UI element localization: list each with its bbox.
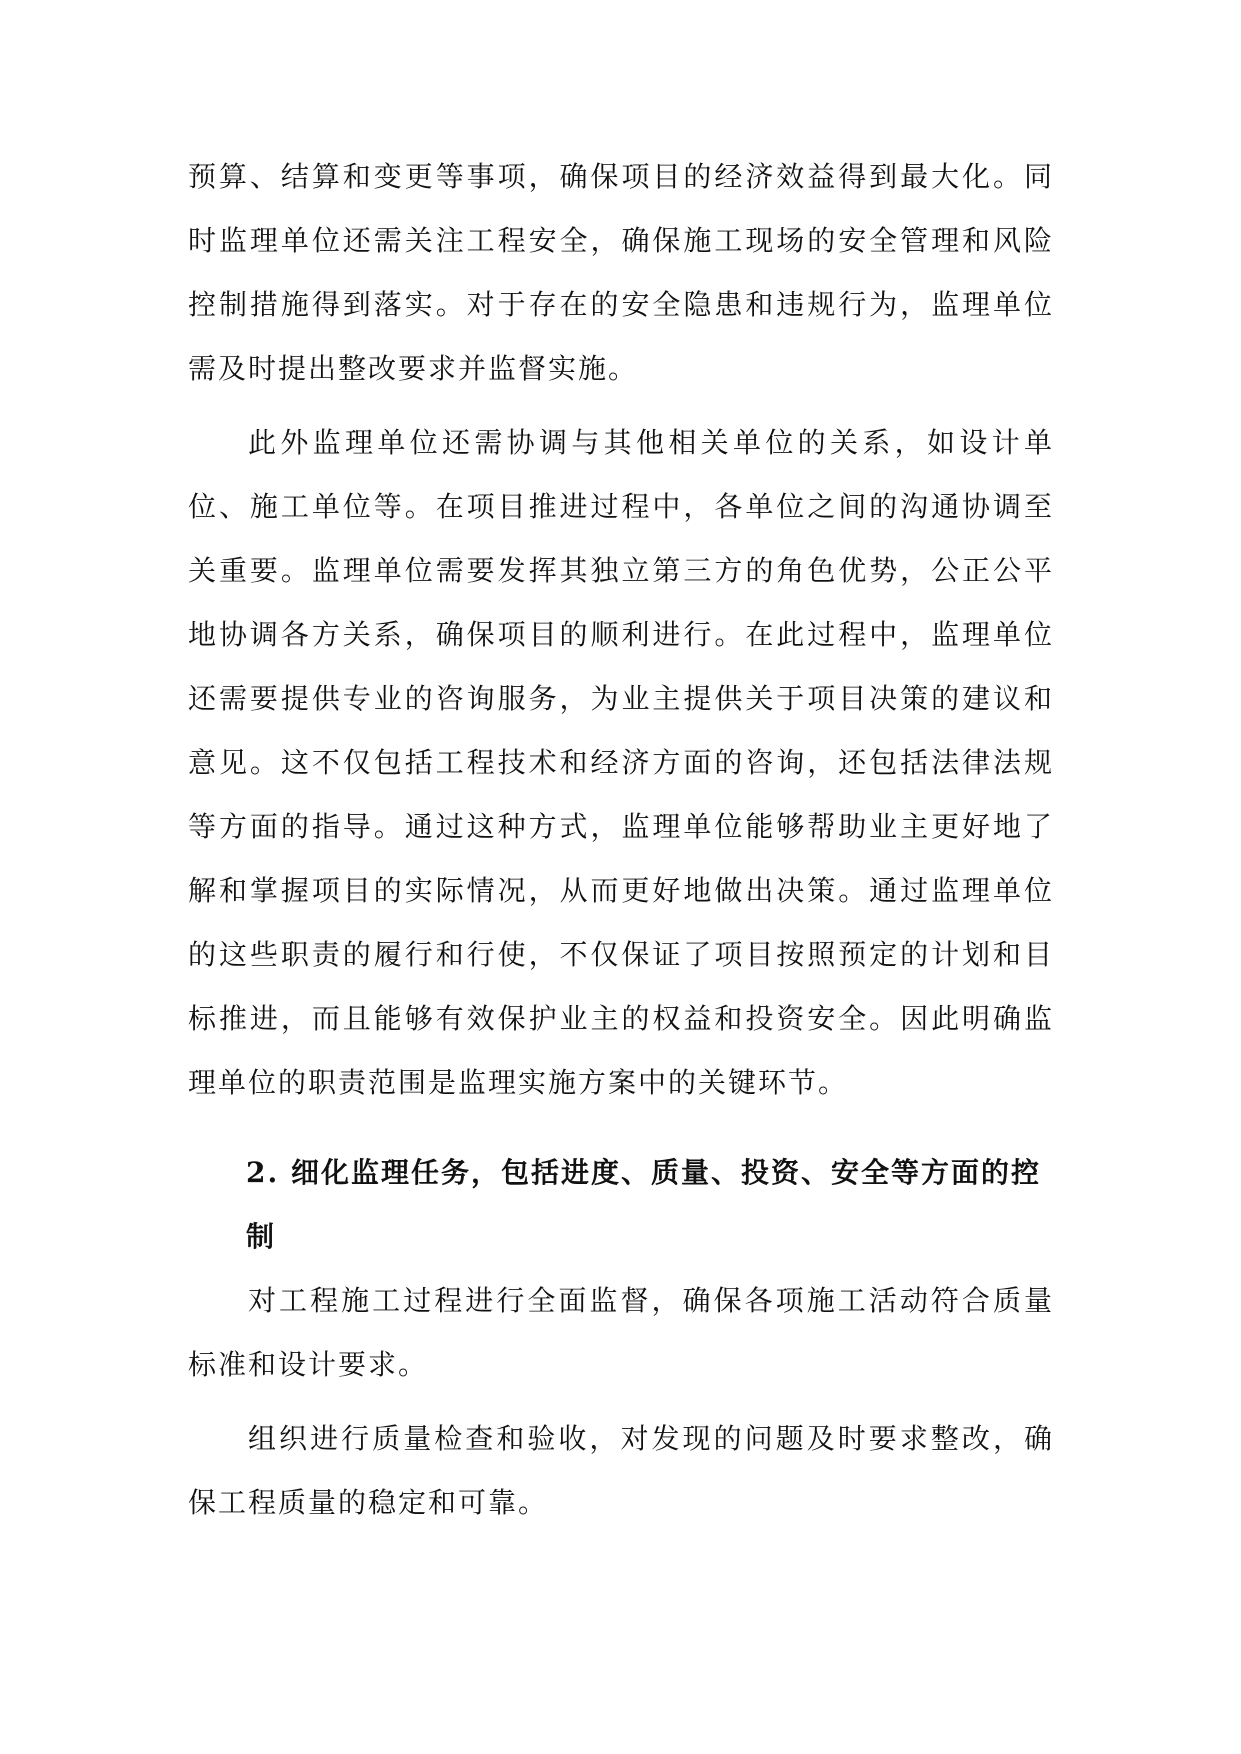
document-body: [188, 145, 1054, 1535]
paragraph-1: 预算、结算和变更等事项，确保项目的经济效益得到最大化。同时监理单位还需关注工程安全，确保施工现场的安全管理和风险控制措施得到落实。对于存在的安全隐患和违规行为，监理单位需及时提出整改要求并监督实施。: [188, 160, 1054, 385]
paragraph-3: 对工程施工过程进行全面监督，确保各项施工活动符合质量标准和设计要求。: [188, 1284, 1054, 1381]
paragraph-4: 组织进行质量检查和验收，对发现的问题及时要求整改，确保工程质量的稳定和可靠。: [188, 1422, 1054, 1519]
paragraph-gap: [188, 401, 1054, 411]
paragraph-2: 此外监理单位还需协调与其他相关单位的关系，如设计单位、施工单位等。在项目推进过程中，各单位之间的沟通协调至关重要。监理单位需要发挥其独立第三方的角色优势，公正公平地协调各方关系，确保项目的顺利进行。在此过程中，监理单位还需要提供专业的咨询服务，为业主提供关于项目决策的建议和意见。这不仅包括工程技术和经济方面的咨询，还包括法律法规等方面的指导。通过这种方式，监理单位能够帮助业主更好地了解和掌握项目的实际情况，从而更好地做出决策。通过监理单位的这些职责的履行和行使，不仅保证了项目按照预定的计划和目标推进，而且能够有效保护业主的权益和投资安全。因此明确监理单位的职责范围是监理实施方案中的关键环节。: [188, 426, 1054, 1099]
paragraph-gap: [188, 1397, 1054, 1407]
section-heading-2: 2. 细化监理任务，包括进度、质量、投资、安全等方面的控制: [246, 1156, 1041, 1253]
